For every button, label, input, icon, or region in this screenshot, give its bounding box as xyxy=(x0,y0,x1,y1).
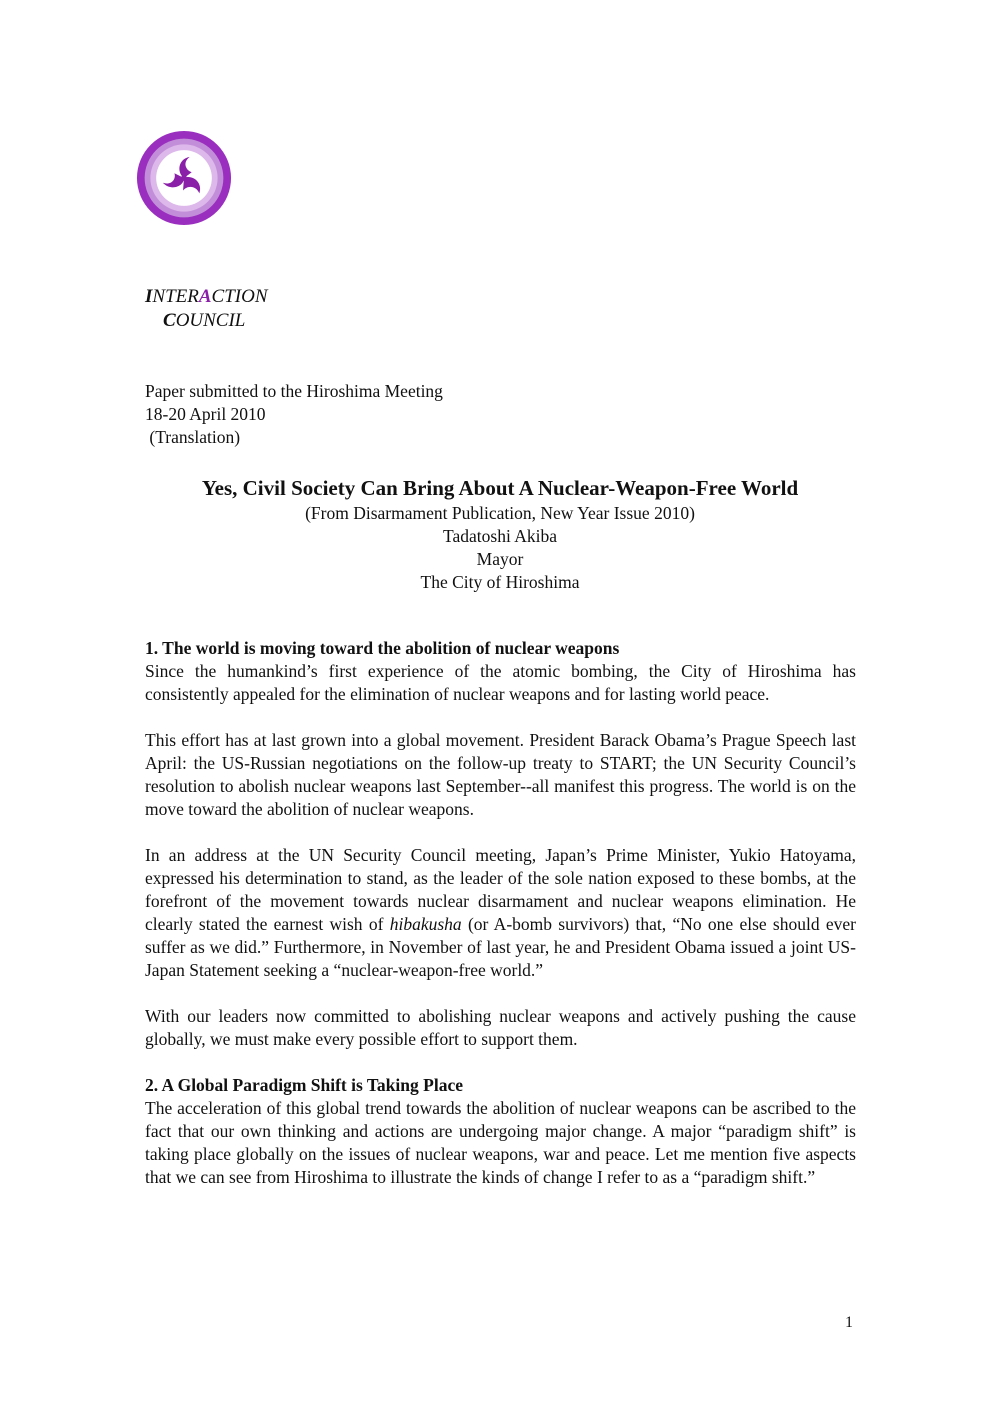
interaction-council-logo-icon xyxy=(136,130,232,226)
section-1-paragraph-2: This effort has at last grown into a global movement. President Barack Obama’s Prague Speech last April: the US-Russian negotiations on the follow-up treaty to START; the UN Security Council’s resolution to abolish nuclear weapons last September--all manifest this progress. The world is on the move toward the abolition of nuclear weapons. xyxy=(145,730,856,819)
section-1-paragraph-4: With our leaders now committed to abolishing nuclear weapons and actively pushing the cause globally, we must make every possible effort to support them. xyxy=(145,1006,856,1049)
brand-initial-a: A xyxy=(198,286,212,307)
submission-line: Paper submitted to the Hiroshima Meeting xyxy=(145,381,443,401)
brand-initial-c: C xyxy=(163,310,176,331)
paragraph-3-text-b: (or A-bomb survivors) that, “No one else should ever suffer as we did.” Furthermore, in November of last year, he and President Obama issued a joint US-Japan Statement seeking a “nuclear-weapon-free world.” xyxy=(145,914,857,980)
submission-info xyxy=(145,380,443,449)
section-2-heading: 2. A Global Paradigm Shift is Taking Place xyxy=(145,1075,463,1095)
brand-initial-i: I xyxy=(145,286,153,307)
section-2-paragraph-1: The acceleration of this global trend towards the abolition of nuclear weapons can be ascribed to the fact that our own thinking and actions are undergoing major change. A major “paradigm shift” is taking place globally on the issues of nuclear weapons, war and peace. Let me mention five aspects that we can see from Hiroshima to illustrate the kinds of change I refer to as a “paradigm shift.” xyxy=(145,1098,856,1187)
document-body xyxy=(145,637,856,1189)
section-1-paragraph-1: Since the humankind’s first experience of the atomic bombing, the City of Hiroshima has consistently appealed for the elimination of nuclear weapons and for lasting world peace. xyxy=(145,661,856,704)
brand-text-ction: CTION xyxy=(211,286,268,307)
paragraph-3-text-a: In an address at the UN Security Council meeting, Japan’s Prime Minister, Yukio Hatoyama, expressed his determination to stand, as the leader of the sole nation exposed to these bombs, at the forefront of the movement towards nuclear disarmament and nuclear weapons elimination. He clearly stated the earnest wish of xyxy=(145,845,856,934)
brand-text-nter: NTER xyxy=(152,286,199,307)
brand-name xyxy=(145,285,268,333)
translation-note: (Translation) xyxy=(145,427,241,447)
source-note: (From Disarmament Publication, New Year Issue 2010) xyxy=(305,503,695,523)
author-name: Tadatoshi Akiba xyxy=(443,526,557,546)
author-city: The City of Hiroshima xyxy=(420,572,580,592)
submission-date: 18-20 April 2010 xyxy=(145,404,266,424)
document-title: Yes, Civil Society Can Bring About A Nuclear-Weapon-Free World xyxy=(201,476,799,500)
section-1-paragraph-3 xyxy=(145,844,856,982)
title-block xyxy=(145,474,855,594)
hibakusha-term: hibakusha xyxy=(389,914,462,934)
page-number: 1 xyxy=(845,1314,853,1331)
author-role: Mayor xyxy=(476,549,524,569)
section-1-heading: 1. The world is moving toward the abolition of nuclear weapons xyxy=(145,638,620,658)
brand-text-ouncil: OUNCIL xyxy=(175,310,246,331)
